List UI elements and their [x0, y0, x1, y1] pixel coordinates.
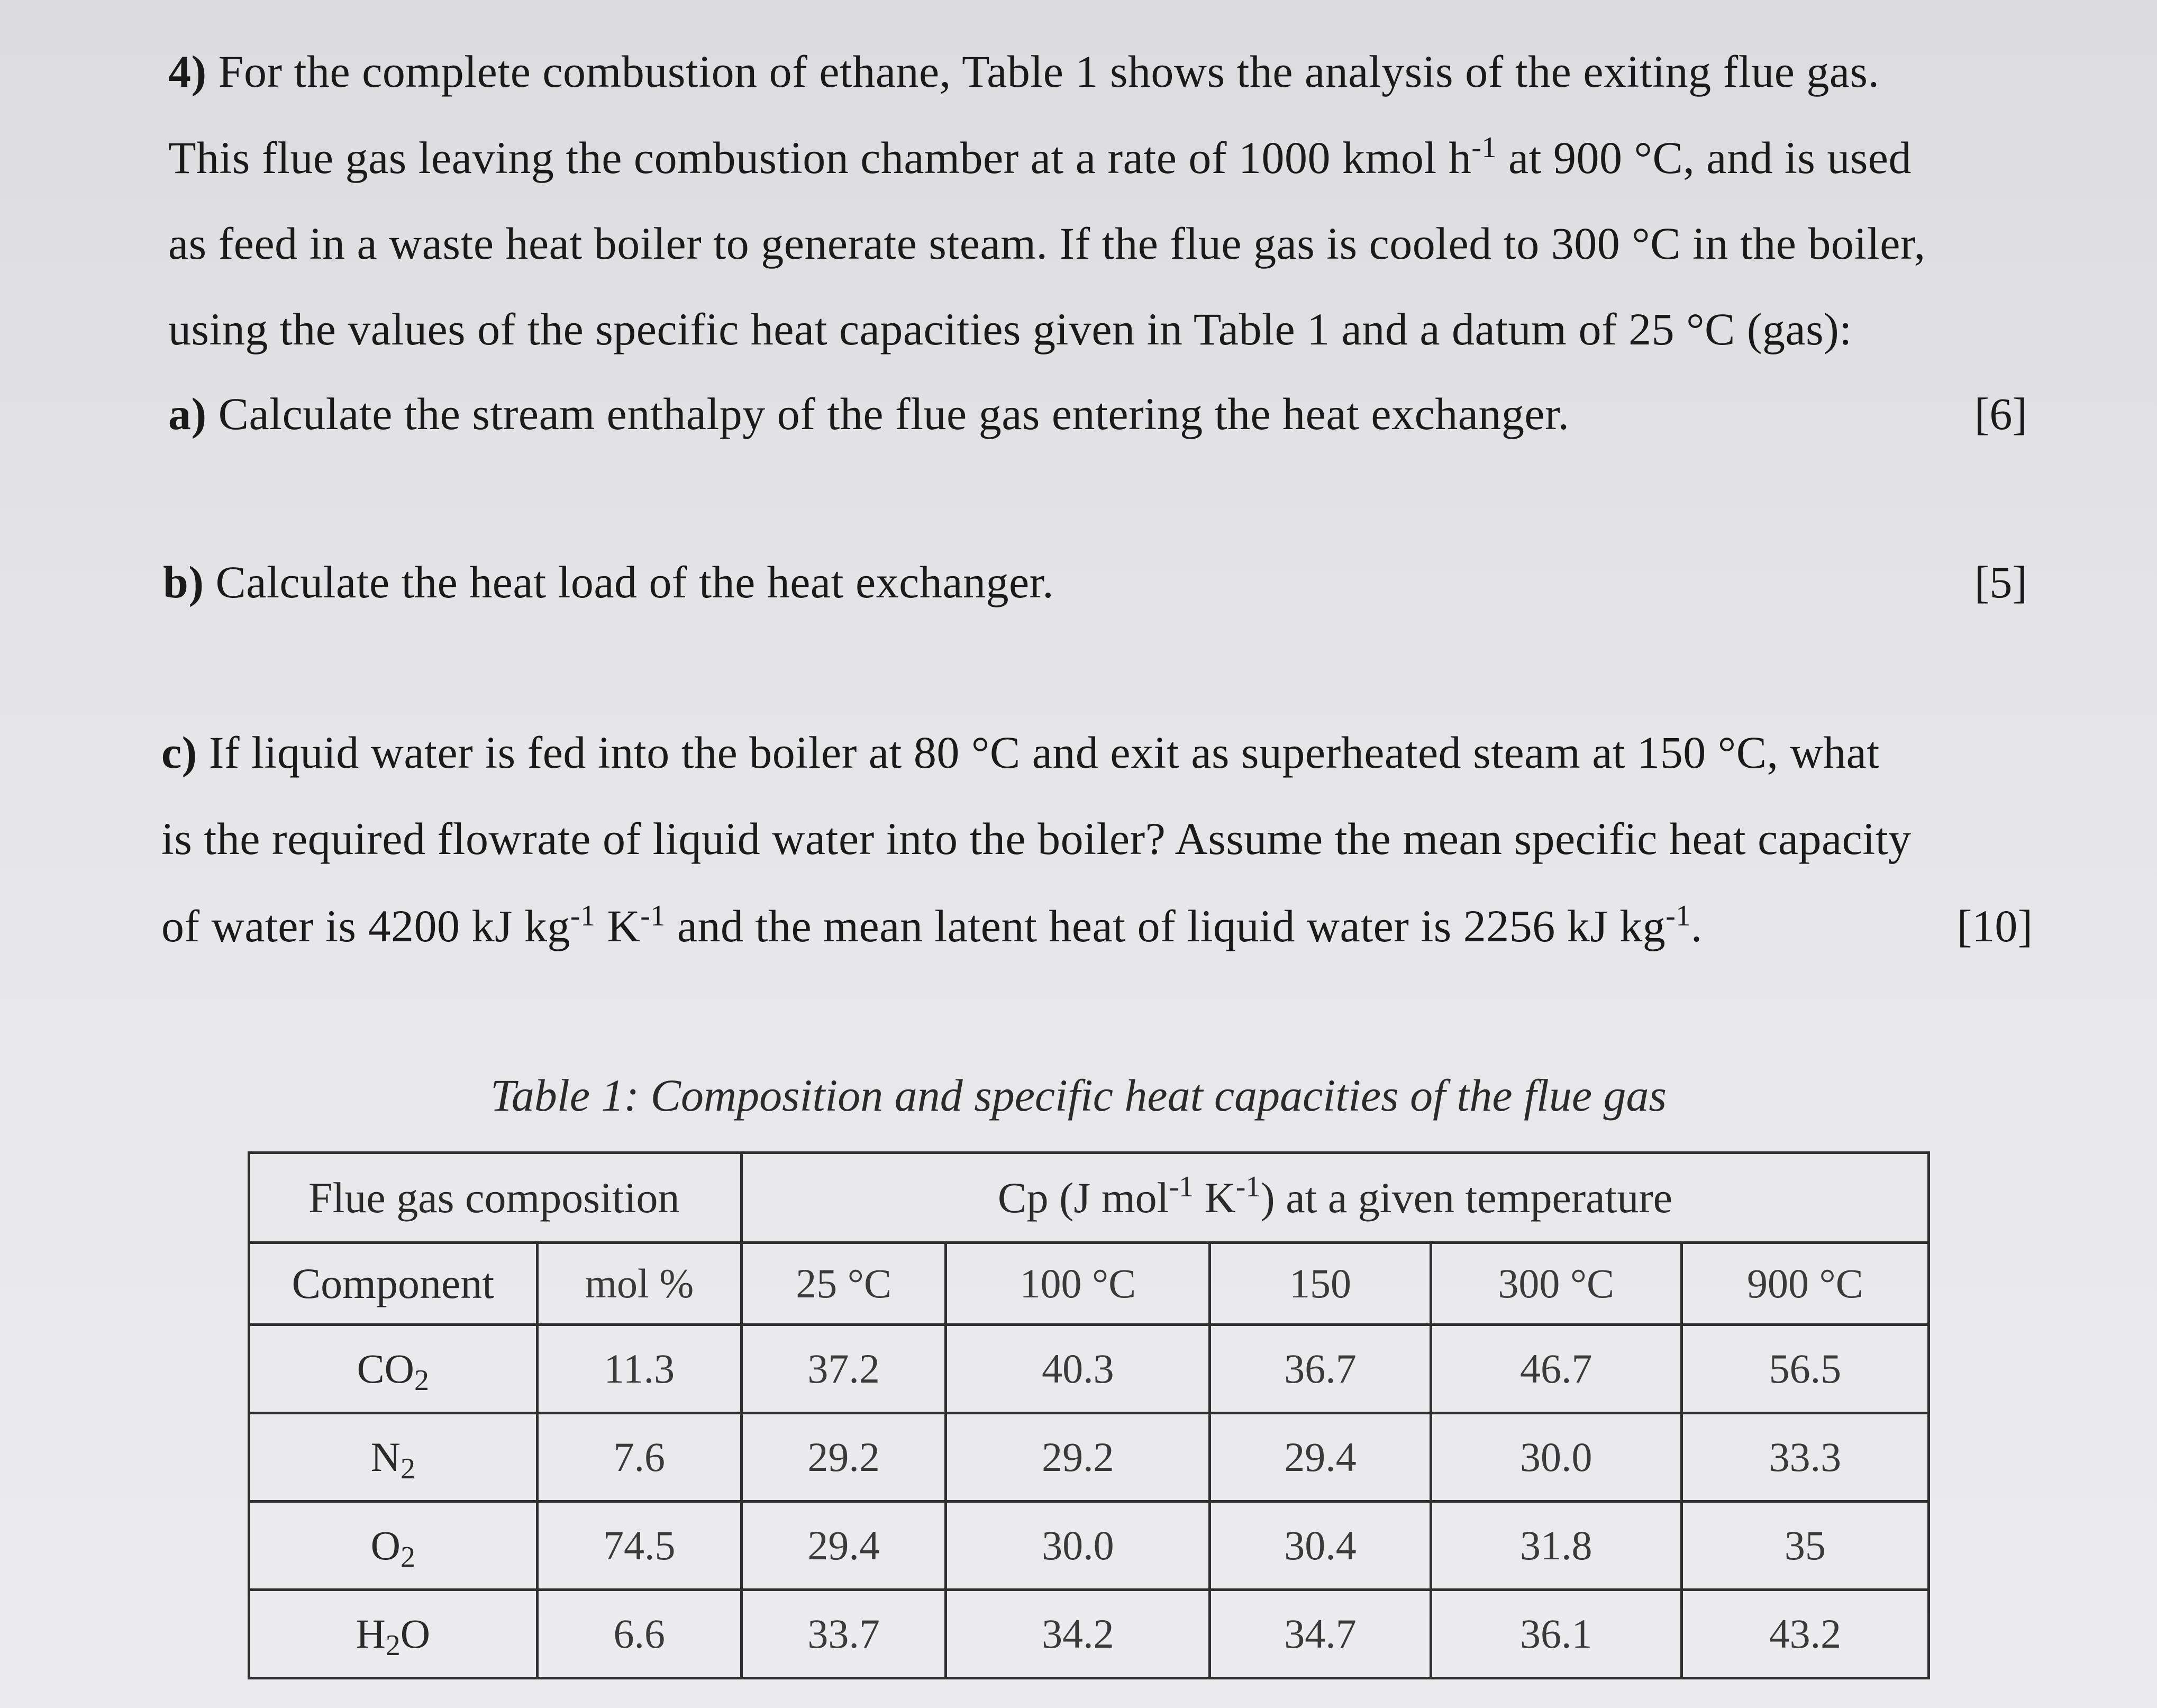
part-c-letter: c) [161, 727, 197, 778]
component-cell [249, 1590, 538, 1678]
part-a-marks: [6] [1974, 388, 2027, 439]
component-name: H [356, 1611, 386, 1657]
header-cp-c: ) at a given temperature [1260, 1173, 1673, 1222]
col-header-mol-percent: mol % [537, 1243, 741, 1325]
table-cell: 33.3 [1681, 1413, 1928, 1502]
table-row [249, 1325, 1929, 1413]
table-header-row [249, 1153, 1929, 1243]
table-row [249, 1590, 1929, 1678]
header-flue-gas-composition: Flue gas composition [249, 1153, 742, 1243]
question-number: 4) [168, 46, 207, 97]
part-a-line [168, 387, 1569, 440]
component-cell [249, 1502, 538, 1590]
table-cell: 29.2 [741, 1413, 945, 1502]
table-cell: 46.7 [1431, 1325, 1681, 1413]
part-c-text-1: If liquid water is fed into the boiler at 80 °C and exit as superheated steam at 150 °C, what [208, 727, 1880, 778]
header-cp-sup-1: -1 [1169, 1170, 1194, 1203]
component-cell [249, 1325, 538, 1413]
intro-line-2 [168, 131, 1912, 184]
intro-text-2a: This flue gas leaving the combustion chamber at a rate of 1000 kmol h [168, 132, 1472, 183]
part-b-letter: b) [163, 557, 204, 607]
table-column-row [249, 1243, 1929, 1325]
intro-text-2b: at 900 °C, and is used [1496, 132, 1912, 183]
table-cell: 29.4 [741, 1502, 945, 1590]
part-c-sup-1: -1 [570, 900, 596, 932]
table-cell: 30.0 [946, 1502, 1210, 1590]
col-header-100c: 100 °C [946, 1243, 1210, 1325]
table-cell: 31.8 [1431, 1502, 1681, 1590]
component-name: O [370, 1522, 401, 1568]
table-cell: 7.6 [537, 1413, 741, 1502]
table-cell: 43.2 [1681, 1590, 1928, 1678]
col-header-150: 150 [1210, 1243, 1431, 1325]
table-cell: 36.1 [1431, 1590, 1681, 1678]
part-c-line-2 [161, 812, 1912, 865]
flue-gas-table [248, 1151, 1930, 1679]
component-subscript: 2 [385, 1629, 401, 1662]
part-c-text-3c: and the mean latent heat of liquid water is 2256 kJ kg [665, 901, 1666, 951]
part-c-text-3b: K [595, 901, 641, 951]
component-name-tail: O [400, 1611, 431, 1657]
part-c-sup-2: -1 [640, 900, 666, 932]
intro-text-2-sup: -1 [1471, 131, 1497, 164]
part-c-line-3 [161, 900, 1703, 952]
part-c-text-3d: . [1690, 901, 1703, 951]
part-c-text-3a: of water is 4200 kJ kg [161, 901, 570, 951]
table-caption: Table 1: Composition and specific heat capacities of the flue gas [490, 1070, 1667, 1121]
table-cell: 29.2 [946, 1413, 1210, 1502]
part-b-line [163, 556, 1054, 608]
table-cell: 34.7 [1210, 1590, 1431, 1678]
table-cell: 29.4 [1210, 1413, 1431, 1502]
part-b-marks: [5] [1974, 557, 2027, 607]
part-a-letter: a) [168, 388, 207, 439]
col-header-component: Component [249, 1243, 538, 1325]
intro-line-1 [168, 45, 1880, 98]
part-c-text-2: is the required flowrate of liquid water into the boiler? Assume the mean specific heat capacity [161, 813, 1912, 864]
intro-line-4 [168, 303, 1852, 356]
table-cell: 40.3 [946, 1325, 1210, 1413]
table-cell: 35 [1681, 1502, 1928, 1590]
intro-text-3: as feed in a waste heat boiler to generate steam. If the flue gas is cooled to 300 °C in the boiler, [168, 218, 1926, 269]
component-name: N [370, 1434, 401, 1480]
table-cell: 37.2 [741, 1325, 945, 1413]
part-c-marks: [10] [1956, 901, 2033, 951]
header-cp-b: K [1194, 1173, 1236, 1222]
table-cell: 56.5 [1681, 1325, 1928, 1413]
intro-line-3 [168, 217, 1926, 270]
table-row [249, 1413, 1929, 1502]
col-header-900c: 900 °C [1681, 1243, 1928, 1325]
table-cell: 30.4 [1210, 1502, 1431, 1590]
part-c-sup-3: -1 [1665, 900, 1691, 932]
component-name: CO [357, 1346, 414, 1392]
part-c-line-1 [161, 726, 1880, 779]
part-a-text: Calculate the stream enthalpy of the flue gas entering the heat exchanger. [218, 388, 1570, 439]
component-subscript: 2 [400, 1452, 415, 1485]
table-cell: 36.7 [1210, 1325, 1431, 1413]
table-cell: 74.5 [537, 1502, 741, 1590]
header-cp-sup-2: -1 [1235, 1170, 1261, 1203]
table-cell: 33.7 [741, 1590, 945, 1678]
component-cell [249, 1413, 538, 1502]
header-cp [741, 1153, 1928, 1243]
part-b-text: Calculate the heat load of the heat exchanger. [215, 557, 1054, 607]
table-row [249, 1502, 1929, 1590]
table-cell: 6.6 [537, 1590, 741, 1678]
table-cell: 30.0 [1431, 1413, 1681, 1502]
component-subscript: 2 [400, 1541, 415, 1574]
header-cp-a: Cp (J mol [997, 1173, 1169, 1222]
component-subscript: 2 [414, 1364, 429, 1397]
col-header-300c: 300 °C [1431, 1243, 1681, 1325]
table-cell: 11.3 [537, 1325, 741, 1413]
intro-text-1: For the complete combustion of ethane, Table 1 shows the analysis of the exiting flue gas. [218, 46, 1880, 97]
intro-text-4: using the values of the specific heat capacities given in Table 1 and a datum of 25 °C (gas): [168, 304, 1852, 355]
table-cell: 34.2 [946, 1590, 1210, 1678]
col-header-25c: 25 °C [741, 1243, 945, 1325]
